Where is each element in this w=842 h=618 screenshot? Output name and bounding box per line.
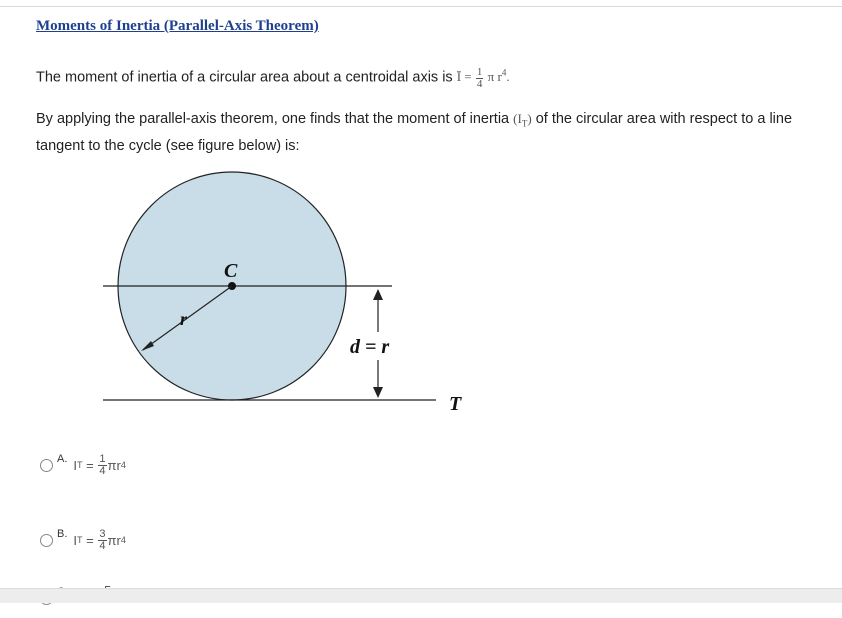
inertia-symbol: $(I_T)$ [513,111,532,129]
period: . [506,69,510,85]
tangent-label: T [449,393,462,415]
radius-label: r [180,309,188,329]
option-a[interactable] [40,445,126,485]
option-b-radio[interactable] [40,534,53,547]
option-b-r: r [116,532,121,548]
option-b-equals: = [86,532,94,548]
option-a-r: r [116,457,121,473]
distance-arrow-up [373,289,383,300]
question-text-before: By applying the parallel-axis theorem, one finds that the moment of inertia [36,111,510,127]
pi-symbol: π [487,69,495,85]
page-title: Moments of Inertia (Parallel-Axis Theorem) [36,18,319,34]
distance-arrow-down [373,387,383,398]
option-a-I: I [73,457,78,473]
option-b-letter: B. [57,528,68,540]
option-a-formula [73,454,125,477]
formula-lhs: Ī = [456,69,472,85]
option-a-subscript: T [77,460,83,470]
option-b[interactable] [40,520,126,560]
centroid-label: C [224,260,238,282]
inertia-subscript: T [521,118,528,129]
exponent: 4 [501,68,507,78]
option-a-equals: = [86,457,94,473]
option-a-numerator: 1 [99,452,106,465]
question-text-after: of the circular area with respect to a line tangent to the cycle (see figure below) is: [36,111,793,154]
option-b-exponent: 4 [120,535,126,545]
option-a-exponent: 4 [120,460,126,470]
radius-symbol: r [497,69,502,85]
fraction-denominator: 4 [476,77,483,90]
option-b-fraction [98,529,106,552]
option-b-I: I [73,532,78,548]
distance-label: d = r [350,336,390,358]
option-b-formula [73,529,125,552]
option-b-subscript: T [77,535,83,545]
option-b-pi: π [107,532,117,548]
intro-text: The moment of inertia of a circular area about a centroidal axis is [36,69,453,86]
fraction-numerator: 1 [476,65,483,78]
inertia-I: I [517,111,522,126]
option-a-fraction [98,454,106,477]
option-a-letter: A. [57,453,68,465]
bottom-toolbar [0,588,842,603]
option-a-denominator: 4 [99,464,106,477]
option-b-denominator: 4 [99,539,106,552]
option-b-numerator: 3 [99,527,106,540]
option-a-pi: π [107,457,117,473]
option-a-radio[interactable] [40,459,53,472]
